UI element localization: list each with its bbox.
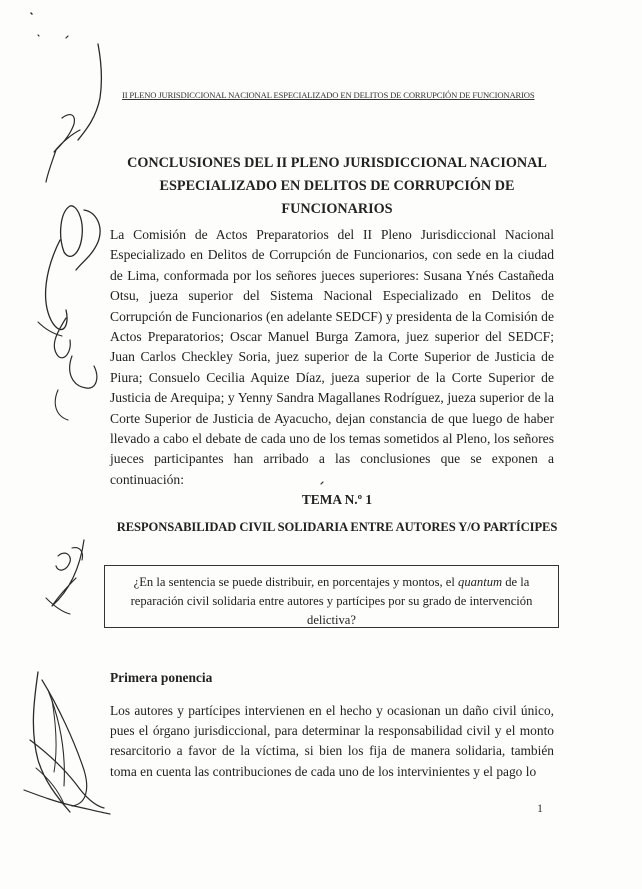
- document-title: CONCLUSIONES DEL II PLENO JURISDICCIONAL NACIONAL ESPECIALIZADO EN DELITOS DE CORRUPCIÓN DE FUNCIONARIOS: [127, 155, 547, 217]
- question-box: [104, 565, 559, 628]
- question-text-italic: quantum: [458, 575, 503, 589]
- question-text-start: ¿En la sentencia se puede distribuir, en porcentajes y montos, el: [133, 575, 459, 589]
- ink-speck: [66, 36, 68, 38]
- signature-stroke: [55, 390, 68, 420]
- signature-stroke: [52, 540, 84, 606]
- signature-stroke: [70, 356, 97, 388]
- signature-stroke: [36, 768, 64, 804]
- signature-stroke: [56, 553, 70, 570]
- page-number: 1: [537, 801, 543, 815]
- signature-stroke: [61, 206, 83, 257]
- signature-stroke: [46, 598, 70, 614]
- signature-stroke: [42, 680, 87, 806]
- running-header: II PLENO JURISDICCIONAL NACIONAL ESPECIALIZADO EN DELITOS DE CORRUPCIÓN DE FUNCIONARIOS: [122, 90, 535, 100]
- ponencia-paragraph: Los autores y partícipes intervienen en el hecho y ocasionan un daño civil único, pues el órgano jurisdiccional, para determinar la responsabilidad civil y el monto resarcitorio a favor de la víctima, si bien los fija de manera solidaria, también toma en cuenta las contribuciones de cada uno de los intervinientes y el pago lo: [110, 703, 554, 779]
- signature-stroke: [48, 690, 64, 786]
- signature-stroke: [54, 115, 80, 152]
- signature-stroke: [24, 790, 110, 814]
- ink-speck: [31, 13, 32, 14]
- ponencia-title: Primera ponencia: [110, 670, 213, 685]
- signature-stroke: [46, 150, 56, 182]
- signature-stroke: [38, 322, 62, 336]
- signature-stroke: [54, 318, 70, 358]
- tema-heading: RESPONSABILIDAD CIVIL SOLIDARIA ENTRE AUTORES Y/O PARTÍCIPES: [116, 520, 558, 534]
- signature-stroke: [30, 740, 104, 808]
- signature-stroke: [46, 240, 67, 330]
- intro-paragraph: La Comisión de Actos Preparatorios del II Pleno Jurisdiccional Nacional Especializado en Delitos de Corrupción de Funcionarios, con sede en la ciudad de Lima, conformada por los señores jueces superiores: Susana Ynés Castañeda Otsu, jueza superior del Sistema Nacional Especializado en Delitos de Corrupción de Funcionarios (en adelante SEDCF) y presidenta de la Comisión de Actos Preparatorios; Oscar Manuel Burga Zamora, juez superior del SEDCF; Juan Carlos Checkley Soria, juez superior de la Corte Superior de Justicia de Piura; Consuelo Cecilia Aquize Díaz, jueza superior de la Corte Superior de Justicia de Arequipa; y Yenny Sandra Magallanes Rodríguez, jueza superior de la Corte Superior de Justicia de Ayacucho, dejan constancia de que luego de haber llevado a cabo el debate de cada uno de los temas sometidos al Pleno, los señores jueces participantes han arribado a las conclusiones que se exponen a continuación:: [110, 227, 554, 487]
- signature-stroke: [72, 548, 83, 560]
- signature-stroke: [33, 672, 70, 812]
- signature-stroke: [78, 44, 101, 140]
- signature-stroke: [52, 700, 56, 772]
- tema-number: TEMA N.º 1: [301, 492, 373, 507]
- ink-speck: [38, 35, 39, 36]
- question-text-end: de la reparación civil solidaria entre autores y partícipes por su grado de intervención delictiva?: [130, 575, 533, 627]
- signature-stroke: [76, 210, 100, 270]
